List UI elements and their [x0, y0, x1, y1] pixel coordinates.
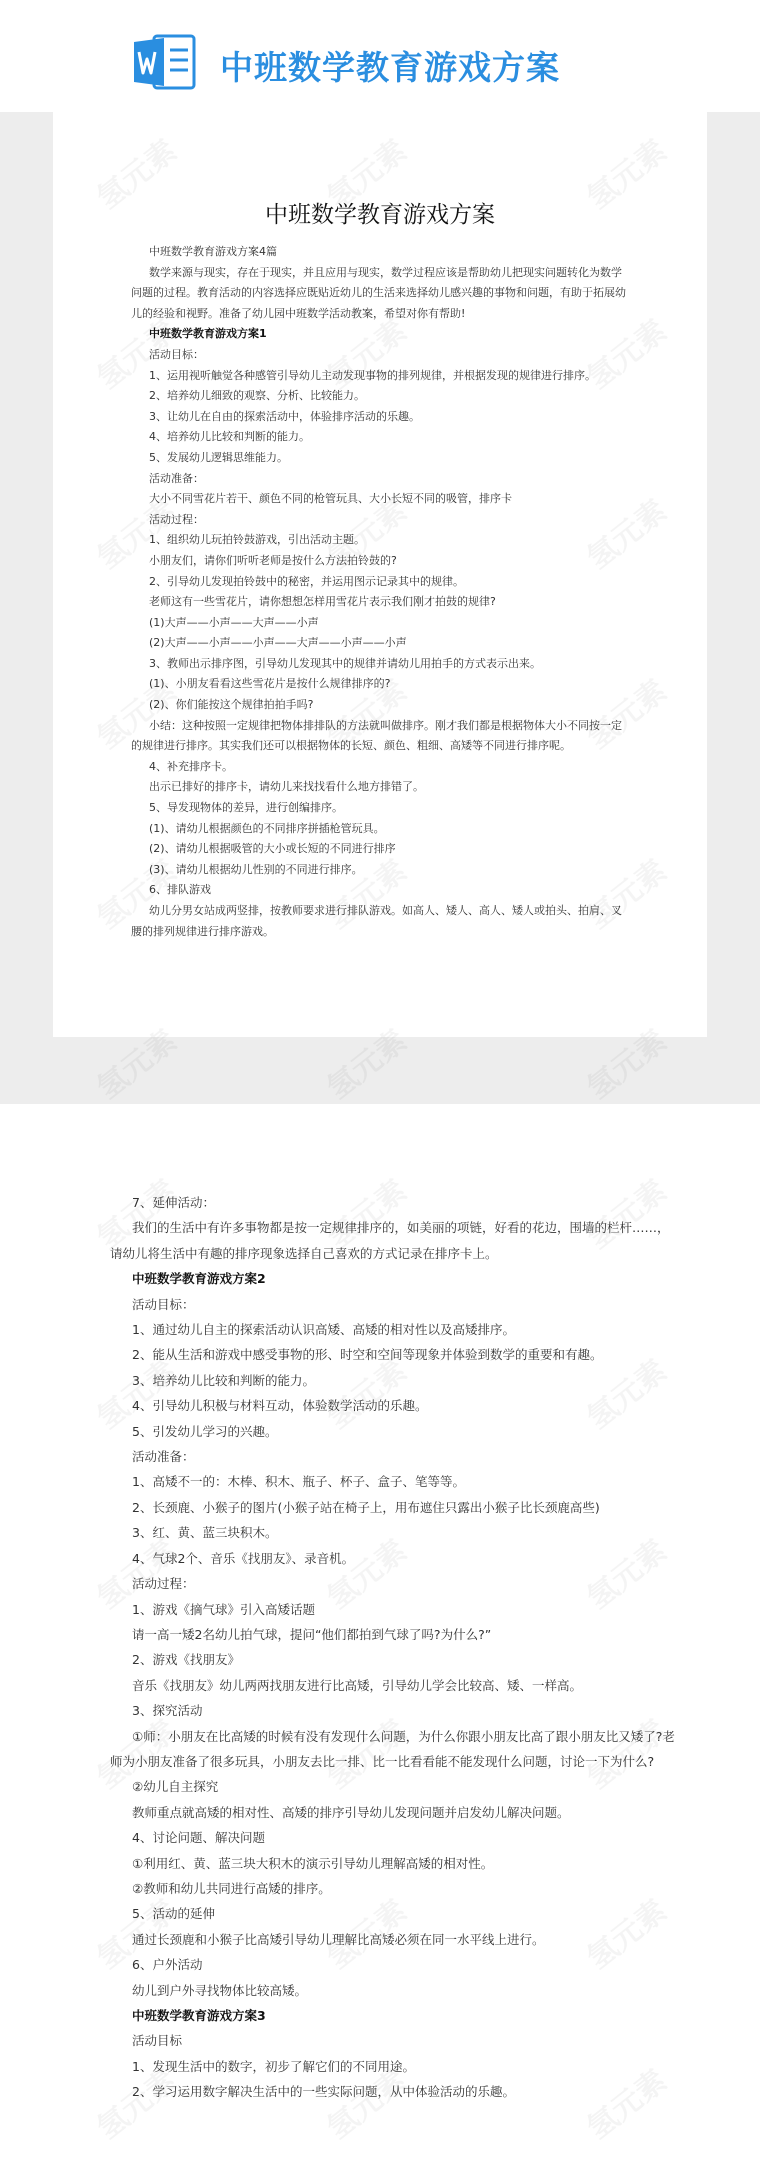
paragraph-line: 请幼儿将生活中有趣的排序现象选择自己喜欢的方式记录在排序卡上。: [110, 1245, 498, 1261]
paragraph-line: 活动过程：: [132, 1576, 195, 1592]
paragraph-line: 4、补充排序卡。: [149, 759, 233, 773]
paragraph-line: 6、排队游戏: [149, 883, 211, 897]
paragraph-line: ②教师和幼儿共同进行高矮的排序。: [132, 1880, 331, 1896]
paragraph-line: (2)、请幼儿根据吸管的大小或长短的不同进行排序: [149, 842, 396, 856]
paragraph-line: 1、游戏《摘气球》引入高矮话题: [132, 1601, 315, 1617]
paragraph-line: 活动目标: [132, 2033, 183, 2049]
paragraph-line: 1、组织幼儿玩拍铃鼓游戏，引出活动主题。: [149, 533, 365, 547]
paragraph-line: 7、延伸活动：: [132, 1195, 215, 1210]
paragraph-line: 1、高矮不一的：木棒、积木、瓶子、杯子、盒子、笔等等。: [132, 1474, 465, 1490]
paragraph-line: 5、发展幼儿逻辑思维能力。: [149, 450, 288, 464]
paragraph-line: 活动目标：: [149, 347, 204, 361]
page-header: [0, 0, 760, 112]
paragraph-line: 4、讨论问题、解决问题: [132, 1830, 265, 1846]
page-2-body: [110, 1190, 675, 2105]
paragraph-line: 我们的生活中有许多事物都是按一定规律排序的，如美丽的项链，好看的花边，围墙的栏杆……，: [132, 1220, 670, 1236]
section-heading: 中班数学教育游戏方案2: [132, 1271, 266, 1287]
paragraph-line: 6、户外活动: [132, 1957, 203, 1973]
section-heading: 中班数学教育游戏方案1: [149, 327, 267, 341]
paragraph-line: (2)大声——小声——小声——大声——小声——小声: [149, 636, 407, 650]
paragraph-line: 幼儿到户外寻找物体比较高矮。: [132, 1982, 308, 1998]
paragraph-line: 请一高一矮2名幼儿拍气球，提问“他们都拍到气球了吗?为什么?”: [132, 1626, 492, 1642]
paragraph-line: 通过长颈鹿和小猴子比高矮引导幼儿理解比高矮必须在同一水平线上进行。: [132, 1931, 545, 1947]
page-1-body: [131, 242, 631, 942]
paragraph-line: 3、培养幼儿比较和判断的能力。: [132, 1372, 315, 1388]
paragraph-line: 2、学习运用数字解决生活中的一些实际问题，从中体验活动的乐趣。: [132, 2084, 515, 2100]
paragraph-line: (1)、小朋友看看这些雪花片是按什么规律排序的?: [149, 677, 391, 691]
paragraph-line: 4、气球2个、音乐《找朋友》、录音机。: [132, 1550, 355, 1566]
paragraph-line: 4、培养幼儿比较和判断的能力。: [149, 430, 310, 444]
paragraph-line: 出示已排好的排序卡，请幼儿来找找看什么地方排错了。: [149, 780, 424, 794]
paragraph-line: 老师这有一些雪花片，请你想想怎样用雪花片表示我们刚才拍鼓的规律?: [149, 595, 496, 609]
paragraph-line: 3、让幼儿在自由的探索活动中，体验排序活动的乐趣。: [149, 409, 420, 423]
section-heading: 中班数学教育游戏方案3: [132, 2008, 266, 2023]
paragraph-line: 中班数学教育游戏方案4篇: [149, 245, 277, 258]
paragraph-line: 5、引发幼儿学习的兴趣。: [132, 1423, 278, 1439]
paragraph-line: 2、长颈鹿、小猴子的图片(小猴子站在椅子上，用布遮住只露出小猴子比长颈鹿高些): [132, 1499, 600, 1515]
paragraph-line: (1)、请幼儿根据颜色的不同排序拼插枪管玩具。: [149, 821, 385, 835]
paragraph-line: (2)、你们能按这个规律拍拍手吗?: [149, 698, 314, 712]
paragraph-line: 1、发现生活中的数字，初步了解它们的不同用途。: [132, 2058, 415, 2074]
paragraph-line: 腰的排列规律进行排序游戏。: [131, 924, 274, 938]
paragraph-line: 活动目标：: [132, 1296, 195, 1312]
paragraph-line: 师为小朋友准备了很多玩具，小朋友去比一排、比一比看看能不能发现什么问题，讨论一下为什么?: [110, 1753, 655, 1769]
paragraph-line: (1)大声——小声——大声——小声: [149, 615, 319, 629]
paragraph-line: 数学来源与现实，存在于现实，并且应用与现实，数学过程应该是帮助幼儿把现实问题转化为数学: [149, 265, 622, 279]
paragraph-line: 活动过程：: [149, 512, 204, 526]
paragraph-line: 小结：这种按照一定规律把物体排排队的方法就叫做排序。刚才我们都是根据物体大小不同按一定: [149, 718, 622, 732]
paragraph-line: 1、运用视听触觉各种感管引导幼儿主动发现事物的排列规律，并根据发现的规律进行排序。: [149, 368, 596, 382]
paragraph-line: 音乐《找朋友》幼儿两两找朋友进行比高矮，引导幼儿学会比较高、矮、一样高。: [132, 1677, 583, 1693]
paragraph-line: 3、教师出示排序图，引导幼儿发现其中的规律并请幼儿用拍手的方式表示出来。: [149, 656, 541, 670]
paragraph-line: 小朋友们，请你们听听老师是按什么方法拍铃鼓的?: [149, 553, 397, 567]
paragraph-line: 1、通过幼儿自主的探索活动认识高矮、高矮的相对性以及高矮排序。: [132, 1322, 515, 1338]
paragraph-line: 活动准备：: [132, 1449, 195, 1465]
paragraph-line: 3、红、黄、蓝三块积木。: [132, 1525, 278, 1541]
paragraph-line: 大小不同雪花片若干、颜色不同的枪管玩具、大小长短不同的吸管，排序卡: [149, 492, 512, 506]
paragraph-line: 活动准备：: [149, 471, 204, 485]
paragraph-line: ②幼儿自主探究: [132, 1779, 219, 1795]
paragraph-line: 4、引导幼儿积极与材料互动，体验数学活动的乐趣。: [132, 1398, 428, 1414]
paragraph-line: 教师重点就高矮的相对性、高矮的排序引导幼儿发现问题并启发幼儿解决问题。: [132, 1804, 570, 1820]
paragraph-line: 的规律进行排序。其实我们还可以根据物体的长短、颜色、粗细、高矮等不同进行排序呢。: [131, 739, 571, 753]
paragraph-line: 3、探究活动: [132, 1703, 203, 1719]
paragraph-line: 2、能从生活和游戏中感受事物的形、时空和空间等现象并体验到数学的重要和有趣。: [132, 1347, 603, 1363]
document-title: 中班数学教育游戏方案: [265, 202, 495, 228]
paragraph-line: ①师：小朋友在比高矮的时候有没有发现什么问题，为什么你跟小朋友比高了跟小朋友比又矮了?老: [132, 1728, 675, 1744]
paragraph-line: 2、游戏《找朋友》: [132, 1652, 240, 1668]
paragraph-line: ①利用红、黄、蓝三块大积木的演示引导幼儿理解高矮的相对性。: [132, 1855, 494, 1871]
paragraph-line: 问题的过程。教育活动的内容选择应既贴近幼儿的生活来选择幼儿感兴趣的事物和问题，有助于拓展幼: [131, 286, 626, 300]
word-document-icon: [130, 32, 200, 92]
paragraph-line: 幼儿分男女站成两竖排，按教师要求进行排队游戏。如高人、矮人、高人、矮人或拍头、拍肩、叉: [149, 904, 622, 917]
paragraph-line: 儿的经验和视野。准备了幼儿园中班数学活动教案，希望对你有帮助!: [131, 306, 466, 320]
paragraph-line: 5、导发现物体的差异，进行创编排序。: [149, 801, 343, 815]
paragraph-line: (3)、请幼儿根据幼儿性别的不同进行排序。: [149, 862, 363, 876]
paragraph-line: 2、培养幼儿细致的观察、分析、比较能力。: [149, 389, 365, 403]
header-title: 中班数学教育游戏方案: [220, 48, 560, 87]
paragraph-line: 5、活动的延伸: [132, 1906, 215, 1922]
paragraph-line: 2、引导幼儿发现拍铃鼓中的秘密，并运用图示记录其中的规律。: [149, 574, 464, 588]
